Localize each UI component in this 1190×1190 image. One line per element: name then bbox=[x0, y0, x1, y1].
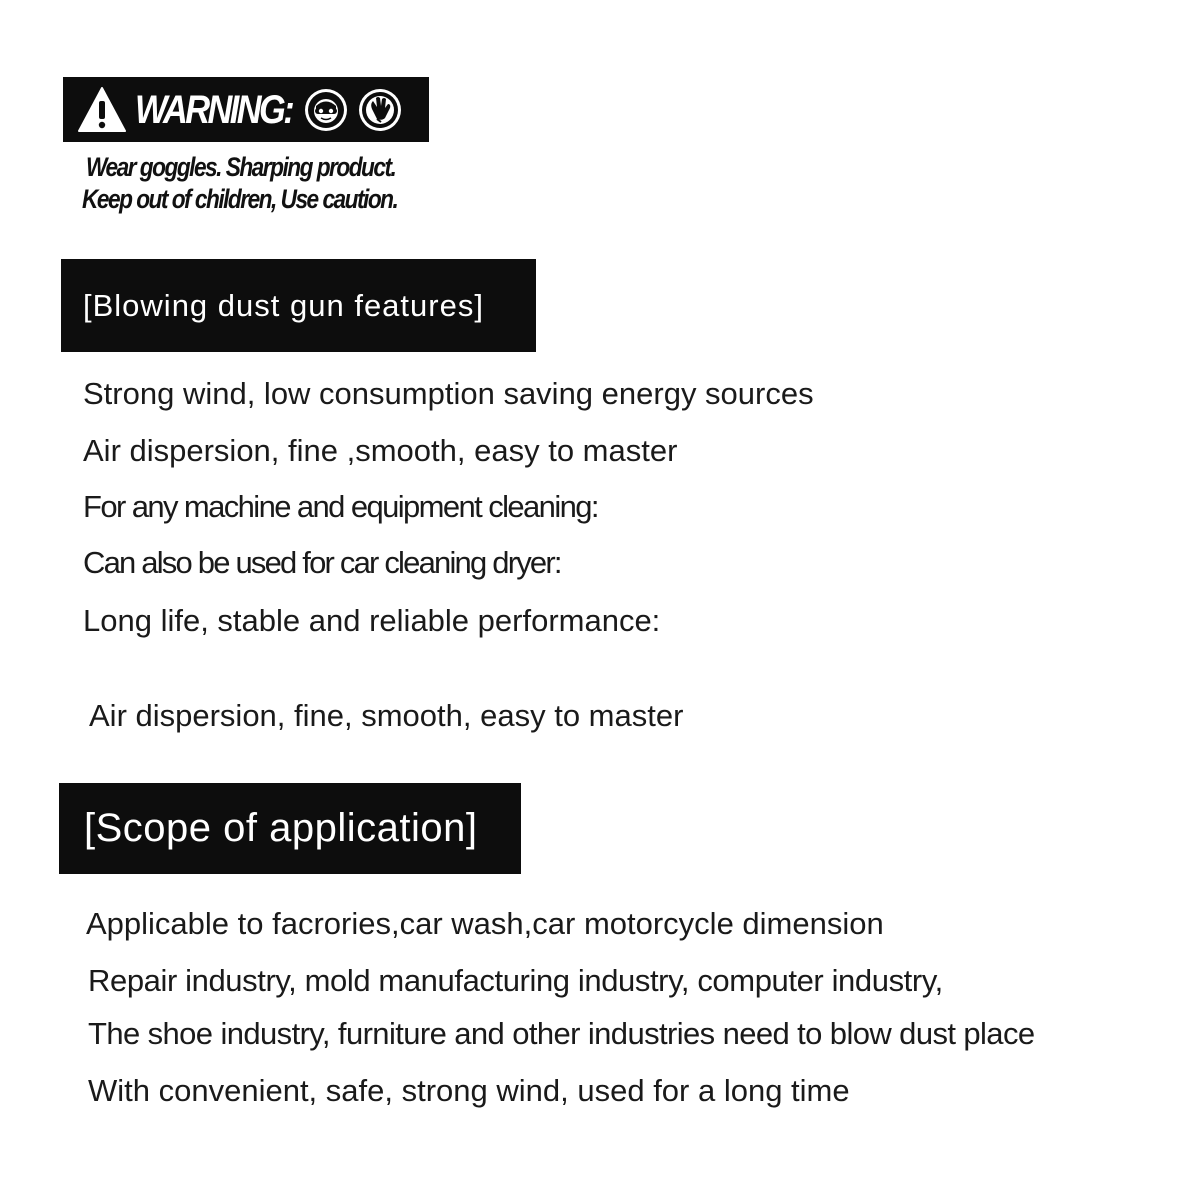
wear-gloves-icon bbox=[357, 87, 403, 133]
scope-line-3: The shoe industry, furniture and other industries need to blow dust place bbox=[88, 1016, 1035, 1051]
feature-line-6: Air dispersion, fine, smooth, easy to master bbox=[89, 698, 684, 733]
features-header: [Blowing dust gun features] bbox=[61, 259, 536, 352]
feature-line-2: Air dispersion, fine ,smooth, easy to master bbox=[83, 433, 678, 468]
scope-line-1: Applicable to facrories,car wash,car motorcycle dimension bbox=[86, 906, 884, 941]
warning-banner bbox=[63, 77, 429, 142]
scope-line-2: Repair industry, mold manufacturing industry, computer industry, bbox=[88, 963, 943, 998]
warning-pictograms bbox=[303, 87, 403, 133]
feature-line-4: Can also be used for car cleaning dryer: bbox=[83, 545, 561, 580]
scope-line-4: With convenient, safe, strong wind, used for a long time bbox=[88, 1073, 850, 1108]
scope-header: [Scope of application] bbox=[59, 783, 521, 874]
warning-triangle-icon bbox=[77, 85, 127, 135]
feature-line-5: Long life, stable and reliable performance: bbox=[83, 603, 661, 638]
wear-goggles-icon bbox=[303, 87, 349, 133]
feature-line-3: For any machine and equipment cleaning: bbox=[83, 489, 598, 524]
warning-line-1: Wear goggles. Sharping product. bbox=[86, 152, 396, 182]
feature-line-1: Strong wind, low consumption saving energy sources bbox=[83, 376, 814, 411]
warning-title: WARNING: bbox=[135, 87, 293, 132]
warning-line-2: Keep out of children, Use caution. bbox=[82, 184, 398, 214]
